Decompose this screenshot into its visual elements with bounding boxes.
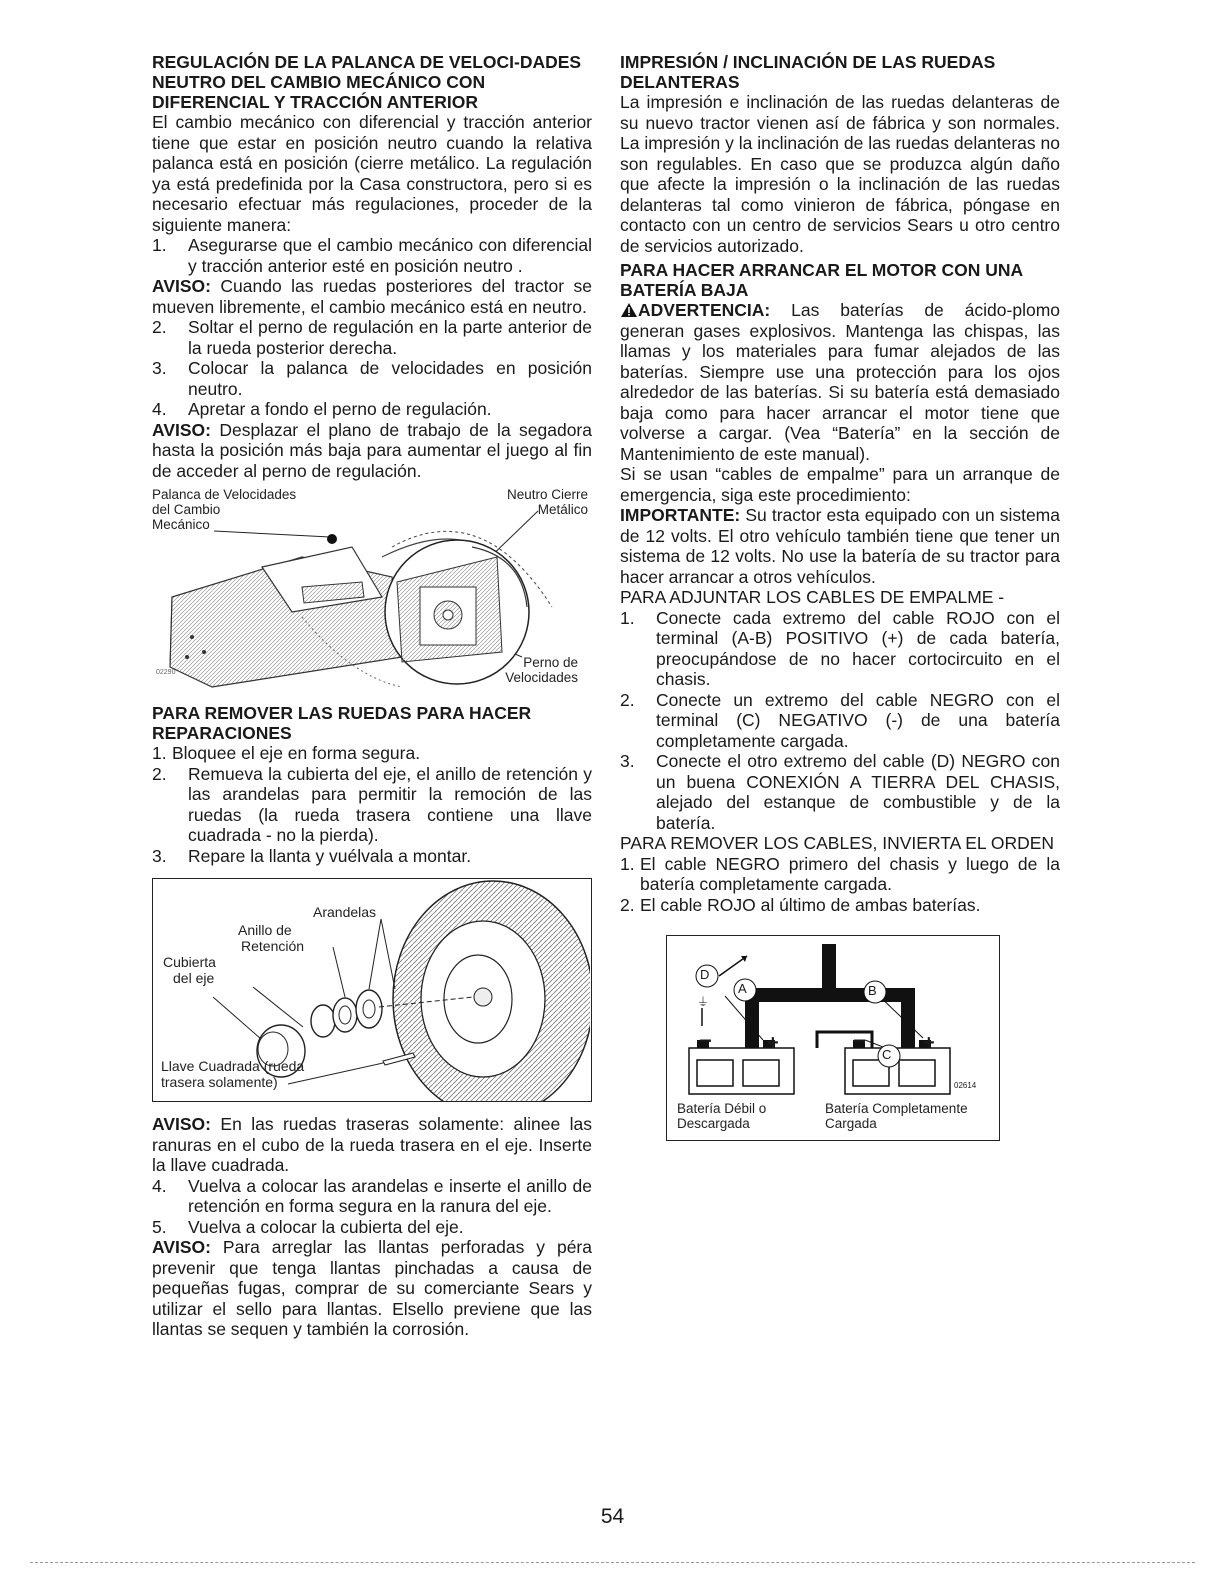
svg-text:⏚: ⏚: [697, 995, 710, 1009]
plus-sign: +: [923, 1032, 935, 1054]
figure-label: Retención: [241, 938, 305, 954]
figure-label: Arandelas: [313, 904, 377, 920]
notice: AVISO: En las ruedas traseras solamente: alinee las ranuras en el cubo de la rueda trasera en el eje. Inserte la llave cuadrada.: [152, 1114, 592, 1175]
minus-sign: −: [699, 1028, 712, 1053]
right-column: [620, 52, 1060, 1141]
figure-label: trasera solamente): [161, 1074, 278, 1090]
warning-icon: [620, 302, 638, 318]
list-item: 1. Bloquee el eje en forma segura.: [152, 743, 421, 763]
speed-lever-illustration: [152, 487, 592, 697]
left-column: [152, 52, 592, 1340]
page-edge-divider: [30, 1562, 1195, 1563]
section-heading-speed-lever: REGULACIÓN DE LA PALANCA DE VELOCI-DADES NEUTRO DEL CAMBIO MECÁNICO CON DIFERENCIAL Y TRACCIÓN ANTERIOR: [152, 52, 582, 112]
list-item: 1. Asegurarse que el cambio mecánico con diferencial y tracción anterior esté en posición neutro .: [152, 235, 592, 276]
battery-label: Cargada: [825, 1116, 877, 1131]
figure-label: Neutro Cierre: [506, 487, 588, 502]
list-item: 3. Colocar la palanca de velocidades en posición neutro.: [152, 358, 592, 399]
figure-label: del eje: [173, 970, 215, 986]
plus-sign: +: [767, 1032, 779, 1054]
label-b: B: [868, 983, 877, 998]
list-item: 4. Apretar a fondo el perno de regulación.: [152, 399, 492, 419]
list-item: 1. El cable NEGRO primero del chasis y luego de la batería completamente cargada.: [620, 853, 1060, 894]
list-item: 2. Remueva la cubierta del eje, el anillo de retención y las arandelas para permitir la remoción de las ruedas (la rueda trasera contiene una llave cuadrada - no la pierda).: [152, 763, 592, 845]
list-item: 1. Conecte cada extremo del cable ROJO con el terminal (A-B) POSITIVO (+) de cada batería, preocupándose de no hacer cortocircuito en el chasis.: [620, 607, 1060, 689]
speed-lever-figure: [152, 487, 592, 697]
page-number: 54: [600, 1505, 625, 1528]
figure-label: Metálico: [537, 502, 588, 517]
figure-label: del Cambio: [152, 502, 221, 517]
section-heading-low-battery: PARA HACER ARRANCAR EL MOTOR CON UNA BATERÍA BAJA: [620, 260, 1023, 300]
label-d: D: [700, 967, 710, 982]
figure-label: Llave Cuadrada (rueda: [161, 1058, 305, 1074]
notice: AVISO: Para arreglar las llantas perforadas y péra prevenir que tenga llantas pinchadas a causa de pequeñas fugas, comprar de su comerciante Sears y utilizar el sello para llantas. Elsello previene que las llantas se sequen y también la corrosión.: [152, 1237, 592, 1339]
subheading-attach-cables: PARA ADJUNTAR LOS CABLES DE EMPALME -: [620, 587, 1005, 607]
notice: AVISO: Desplazar el plano de trabajo de la segadora hasta la posición más baja para aumentar el juego al fin de acceder al perno de regulación.: [152, 419, 592, 481]
figure-label: Palanca de Velocidades: [152, 487, 297, 502]
warning-paragraph: ADVERTENCIA: Las baterías de ácido-plomo generan gases explosivos. Mantenga las chispas, las llamas y los materiales para fumar alejados de las baterías. Siempre use una protección para los ojos alrededor de las baterías. Si su batería está demasiado baja como para hacer arrancar el motor tiene que volverse a cargar. (Vea “Batería” en la sección de Mantenimiento de este manual).: [620, 300, 1060, 464]
battery-label: Descargada: [677, 1116, 750, 1131]
paragraph: La impresión e inclinación de las ruedas delanteras de su nuevo tractor vienen así de fábrica y son normales. La impresión y la inclinación de las ruedas delanteras no son regulables. En caso que se produzca algún daño que afecte la impresión o la inclinación de las ruedas delanteras tal como vinieron de fábrica, póngase en contacto con un centro de servicios Sears u otro centro de servicios autorizado.: [620, 92, 1060, 256]
list-item: 4. Vuelva a colocar las arandelas e inserte el anillo de retención en forma segura en la ranura del eje.: [152, 1175, 592, 1216]
list-item: 3. Repare la llanta y vuélvala a montar.: [152, 845, 472, 866]
paragraph: El cambio mecánico con diferencial y tracción anterior tiene que estar en posición neutro cuando la relativa palanca está en posición (cierre metálico. La regulación ya está predefinida por la Casa constructora, pero si es necesario efectuar más regulaciones, proceder de la siguiente manera:: [152, 112, 592, 235]
battery-label: Batería Débil o: [677, 1101, 767, 1116]
list-item: 2. Conecte un extremo del cable NEGRO con el terminal (C) NEGATIVO (-) de una batería completamente cargada.: [620, 689, 1060, 751]
figure-code: 02290: [156, 669, 176, 676]
list-item: 5. Vuelva a colocar la cubierta del eje.: [152, 1216, 464, 1237]
section-heading-remove-wheels: PARA REMOVER LAS RUEDAS PARA HACER REPARACIONES: [152, 703, 532, 743]
list-item: 3. Conecte el otro extremo del cable (D) NEGRO con un buena CONEXIÓN A TIERRA DEL CHASIS, alejado del estanque de combustible y de la batería.: [620, 751, 1060, 833]
notice: AVISO: Cuando las ruedas posteriores del tractor se mueven libremente, el cambio mecánico está en neutro.: [152, 276, 592, 317]
jumper-cable-figure: [666, 935, 1000, 1141]
subheading-remove-cables: PARA REMOVER LOS CABLES, INVIERTA EL ORDEN: [620, 833, 1055, 853]
figure-label: Perno de: [523, 655, 578, 670]
important-note: IMPORTANTE: Su tractor esta equipado con un sistema de 12 volts. El otro vehículo también tiene que tener un sistema de 12 volts. No use la batería de su tractor para hacer arrancar a otros vehículos.: [620, 505, 1060, 587]
figure-label: Cubierta: [163, 954, 216, 970]
list-item: 2. Soltar el perno de regulación en la parte anterior de la rueda posterior derecha.: [152, 317, 592, 358]
jumper-cable-diagram: [667, 936, 999, 1096]
label-a: A: [738, 981, 747, 996]
figure-code: 02614: [954, 1081, 977, 1090]
list-item: 2. El cable ROJO al último de ambas baterías.: [620, 894, 981, 915]
figure-label: Mecánico: [152, 517, 210, 532]
section-heading-front-wheels: IMPRESIÓN / INCLINACIÓN DE LAS RUEDAS DELANTERAS: [620, 52, 996, 92]
minus-sign: −: [853, 1028, 866, 1053]
wheel-figure: [152, 878, 592, 1102]
figure-label: Velocidades: [505, 670, 578, 685]
figure-label: Anillo de: [238, 922, 292, 938]
paragraph: Si se usan “cables de empalme” para un arranque de emergencia, siga este procedimiento:: [620, 464, 1060, 505]
label-c: C: [882, 1047, 892, 1062]
battery-label: Batería Completamente: [825, 1101, 968, 1116]
